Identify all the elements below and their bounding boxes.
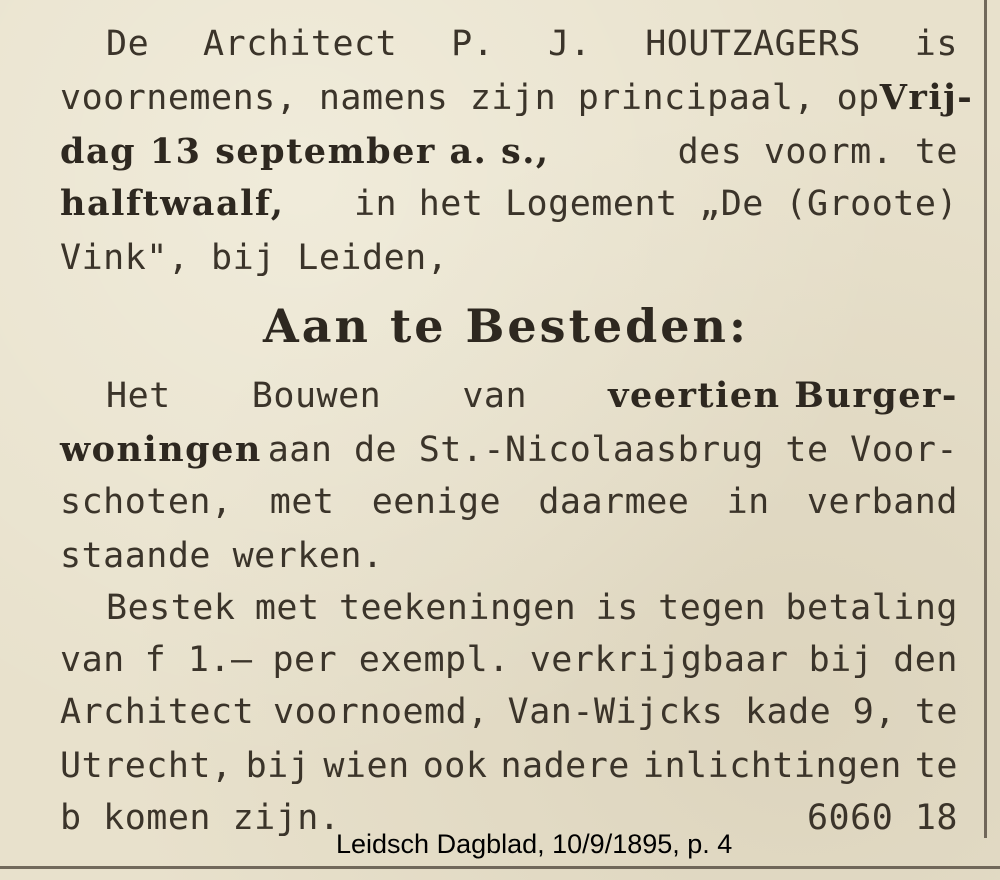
word: in xyxy=(726,482,770,522)
word: nadere xyxy=(500,746,630,786)
word: met xyxy=(269,482,335,522)
line-text: b komen zijn. xyxy=(60,798,341,838)
word: J. xyxy=(548,24,592,64)
line-text: in het Logement „De (Groote) xyxy=(353,184,958,224)
ad-number: 6060 18 xyxy=(806,798,958,838)
word: per exempl. xyxy=(272,640,510,680)
word: met xyxy=(254,588,320,628)
word: van xyxy=(60,640,125,680)
word: te xyxy=(914,692,958,732)
word: van xyxy=(462,376,528,416)
word: bij xyxy=(245,746,311,786)
word: schoten, xyxy=(60,482,233,522)
line-text: aan de St.-Nicolaasbrug te Voor- xyxy=(267,430,958,470)
word: ook xyxy=(422,746,488,786)
word: bij xyxy=(808,640,874,680)
word: verband xyxy=(806,482,958,522)
bold-text: veertien Burger- xyxy=(608,375,958,416)
bold-text: Vrij- xyxy=(879,77,974,118)
ad-line-11 xyxy=(60,640,958,680)
ad-line-9 xyxy=(60,536,958,576)
ad-heading: Aan te Besteden: xyxy=(263,299,749,353)
price: f 1.— xyxy=(144,640,253,680)
word: De xyxy=(106,24,150,64)
line-text: staande werken. xyxy=(60,536,384,576)
word: Architect xyxy=(203,24,398,64)
word: Het xyxy=(106,376,171,416)
word: inlichtingen xyxy=(642,746,902,786)
ad-line-8 xyxy=(60,482,958,522)
word: Bouwen xyxy=(251,376,382,416)
word: Bestek xyxy=(106,588,236,628)
line-text: voornemens, namens zijn principaal, op xyxy=(60,78,880,118)
word: wien xyxy=(323,746,410,786)
ad-line-10 xyxy=(106,588,958,628)
ad-line-1 xyxy=(106,24,958,64)
word: Utrecht, xyxy=(60,746,233,786)
word: den xyxy=(893,640,958,680)
word: Architect xyxy=(60,692,255,732)
architect-name: HOUTZAGERS xyxy=(645,24,861,64)
auction-date: dag 13 september a. s., xyxy=(60,131,550,172)
source-caption: Leidsch Dagblad, 10/9/1895, p. 4 xyxy=(336,829,733,859)
line-text: des voorm. te xyxy=(677,132,958,172)
word: P. xyxy=(451,24,495,64)
bottom-rule xyxy=(0,866,1000,869)
line-text: Vink", bij Leiden, xyxy=(60,238,449,278)
ad-line-4 xyxy=(60,184,958,224)
word: verkrijgbaar xyxy=(529,640,789,680)
word: eenige xyxy=(371,482,502,522)
word: tegen xyxy=(658,588,767,628)
auction-time: halftwaalf, xyxy=(60,183,285,224)
ad-line-5 xyxy=(60,238,958,278)
word: te xyxy=(914,746,958,786)
column-rule xyxy=(984,0,987,838)
ad-line-13 xyxy=(60,746,958,786)
word: is xyxy=(914,24,958,64)
word: teekeningen xyxy=(338,588,577,628)
ad-line-12 xyxy=(60,692,958,732)
bold-text: woningen xyxy=(60,429,262,470)
ad-line-3 xyxy=(60,132,958,172)
word: voornoemd, xyxy=(273,692,489,732)
ad-line-6 xyxy=(106,376,958,416)
address: Van-Wijcks kade 9, xyxy=(507,692,896,732)
word: betaling xyxy=(785,588,958,628)
word: is xyxy=(595,588,639,628)
word: daarmee xyxy=(538,482,690,522)
ad-line-7 xyxy=(60,430,958,470)
ad-line-2 xyxy=(60,77,974,118)
